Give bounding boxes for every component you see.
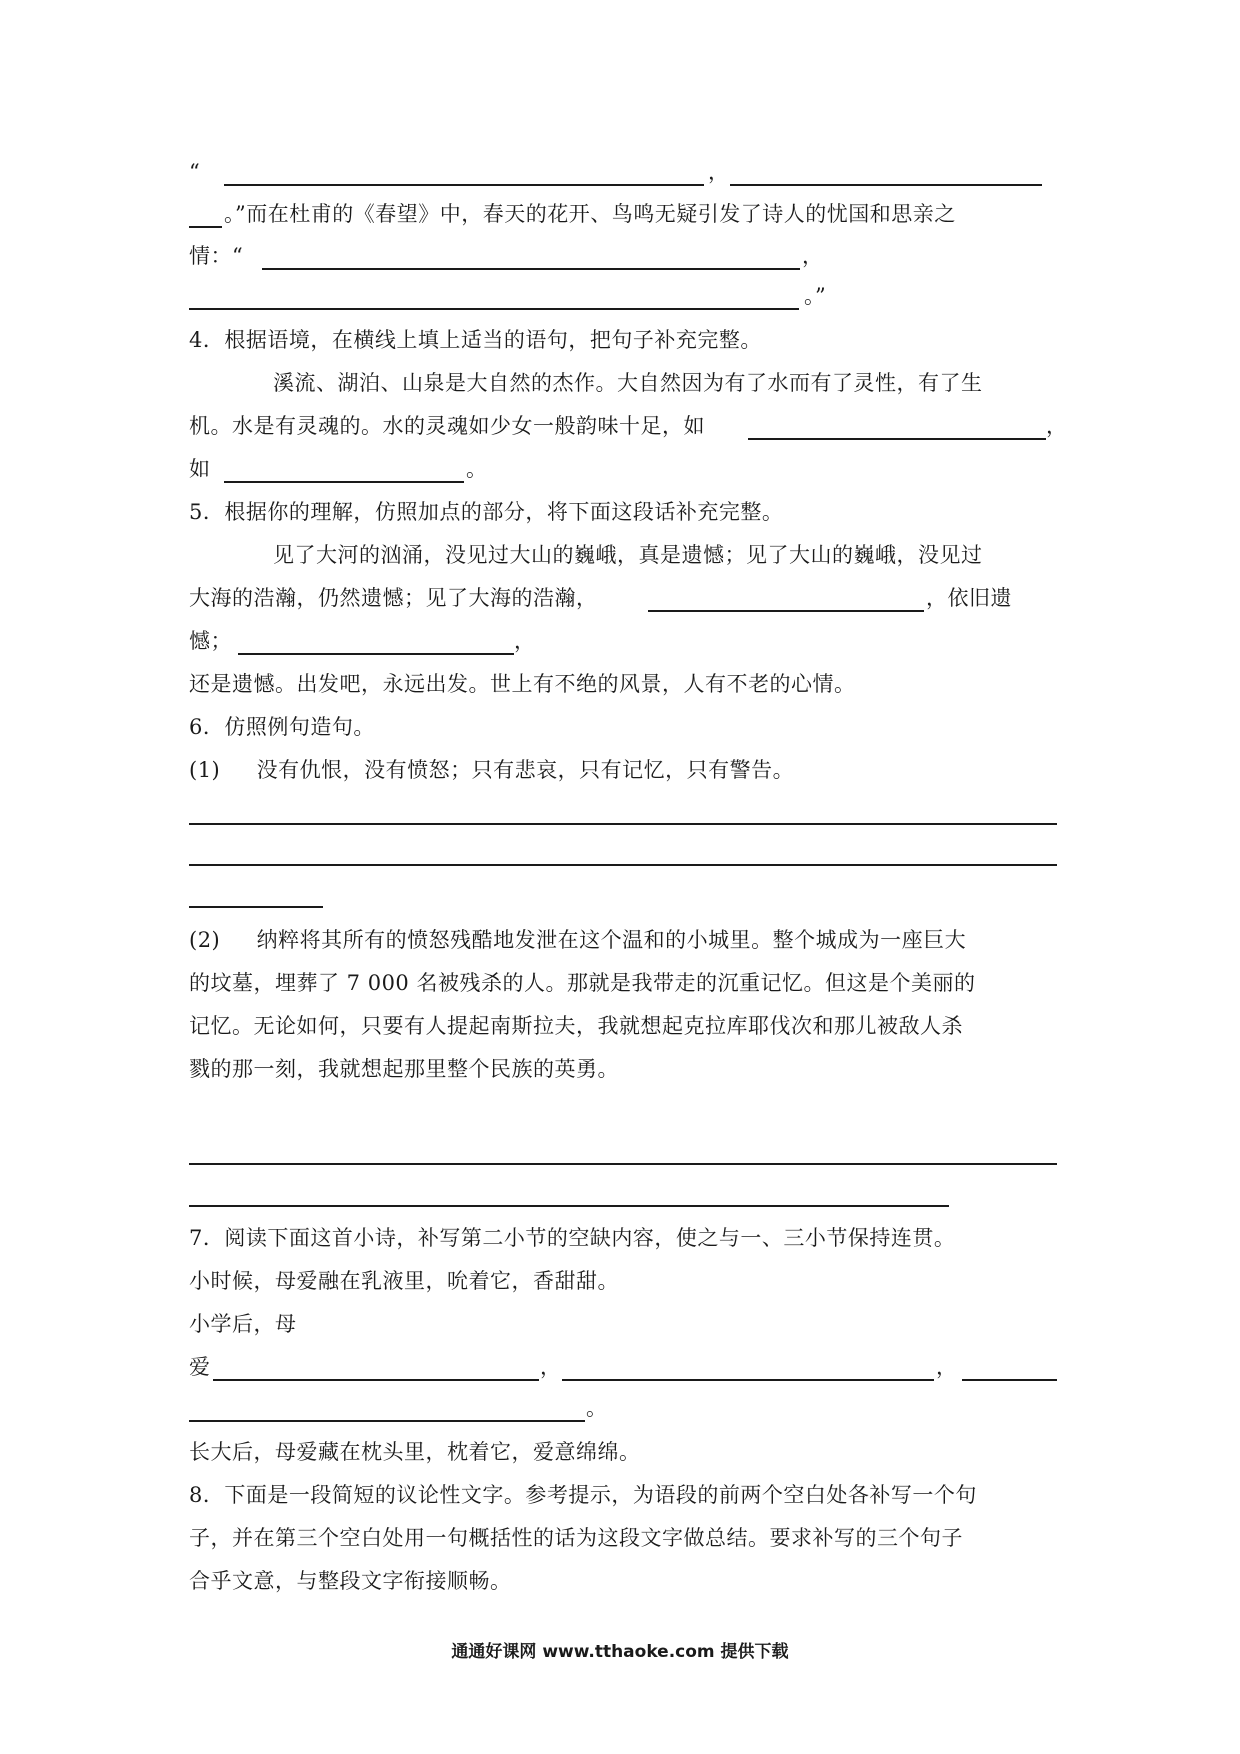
answer-blank — [224, 481, 464, 483]
q6-example-1-text: 没有仇恨，没有愤怒；只有悲哀，只有记忆，只有警告。 — [256, 758, 795, 782]
q3-line-4-end: 。” — [804, 284, 827, 308]
q8-line-1: 8．下面是一段简短的议论性文字。参考提示，为语段的前两个空白处各补写一个句 — [189, 1483, 977, 1507]
answer-line — [189, 906, 323, 908]
q4-para-line-2-end-text: ， — [1046, 414, 1068, 438]
q7-poem-line-1: 小时候，母爱融在乳液里，吮着它，香甜甜。 — [189, 1269, 619, 1293]
q4-para-line-3-end-text: 。 — [466, 457, 488, 481]
answer-blank — [748, 438, 1046, 440]
q5-para-line-1-text: 见了大河的汹涌，没见过大山的巍峨，真是遗憾；见了大山的巍峨，没见过 — [273, 543, 983, 567]
answer-line — [189, 1205, 949, 1207]
q7-poem-line-5: 长大后，母爱藏在枕头里，枕着它，爱意绵绵。 — [189, 1440, 641, 1464]
q7-comma-2 — [936, 1353, 958, 1381]
q6-example-2-number: (2) — [189, 928, 221, 952]
q3-line-3-text: 情：“ — [189, 244, 244, 268]
q5-para-line-3 — [189, 627, 232, 655]
q4-para-line-3 — [189, 455, 211, 483]
q5-para-line-2-end-text: ，依旧遗 — [926, 586, 1012, 610]
q5-para-line-2-end — [926, 584, 1012, 612]
q6-example-2-line-4: 戮的那一刻，我就想起那里整个民族的英勇。 — [189, 1057, 619, 1081]
q4-para-line-2 — [189, 412, 705, 440]
q6-example-2-line-1-text: 纳粹将其所有的愤怒残酷地发泄在这个温和的小城里。整个城成为一座巨大 — [256, 928, 967, 952]
q5-para-line-2-text: 大海的浩瀚，仍然遗憾；见了大海的浩瀚， — [189, 586, 598, 610]
q3-comma-2-text: ， — [802, 244, 824, 268]
q4-para-line-2-text: 机。水是有灵魂的。水的灵魂如少女一般韵味十足，如 — [189, 414, 705, 438]
answer-blank — [962, 1379, 1057, 1381]
answer-blank — [189, 308, 799, 310]
q7-poem-line-3-text: 爱 — [189, 1355, 211, 1379]
q3-open-quote: “ — [189, 160, 201, 184]
q3-line-2-text: 。”而在杜甫的《春望》中，春天的花开、鸟鸣无疑引发了诗人的忧国和思亲之 — [224, 202, 956, 226]
q5-title: 5．根据你的理解，仿照加点的部分，将下面这段话补充完整。 — [189, 500, 784, 524]
q7-comma-2-text: ， — [936, 1355, 958, 1379]
q4-para-line-1 — [189, 369, 983, 397]
q7-title: 7．阅读下面这首小诗，补写第二小节的空缺内容，使之与一、三小节保持连贯。 — [189, 1226, 956, 1250]
answer-blank — [189, 1420, 585, 1422]
q5-para-line-4: 还是遗憾。出发吧，永远出发。世上有不绝的风景，人有不老的心情。 — [189, 672, 856, 696]
q3-line-3 — [189, 242, 243, 270]
q4-para-line-3-end — [466, 455, 488, 483]
answer-line — [189, 823, 1057, 825]
q4-para-line-3-text: 如 — [189, 457, 211, 481]
page-footer: 通通好课网 www.tthaoke.com 提供下载 — [451, 1642, 789, 1662]
answer-blank — [262, 268, 800, 270]
q5-para-line-3-end-text: ， — [514, 629, 536, 653]
q7-poem-line-3 — [189, 1353, 211, 1381]
answer-blank — [238, 653, 514, 655]
answer-line — [189, 1163, 1057, 1165]
q5-para-line-1 — [189, 541, 983, 569]
q3-line-1 — [189, 158, 200, 186]
q4-para-line-2-end — [1046, 412, 1068, 440]
answer-blank — [562, 1379, 934, 1381]
q7-poem-line-4-end-text: 。 — [586, 1396, 608, 1420]
q4-para-line-1-text: 溪流、湖泊、山泉是大自然的杰作。大自然因为有了水而有了灵性，有了生 — [273, 371, 983, 395]
q6-title: 6．仿照例句造句。 — [189, 715, 375, 739]
q5-para-line-2 — [189, 584, 598, 612]
answer-blank — [648, 610, 924, 612]
q7-poem-line-4-end — [586, 1394, 608, 1422]
q5-para-line-3-text: 憾； — [189, 629, 232, 653]
answer-blank — [730, 184, 1042, 186]
answer-blank — [224, 184, 704, 186]
q3-comma-1 — [708, 158, 730, 186]
q7-comma-1-text: ， — [540, 1355, 562, 1379]
q8-line-3: 合乎文意，与整段文字衔接顺畅。 — [189, 1569, 512, 1593]
q7-poem-line-2: 小学后，母 — [189, 1312, 297, 1336]
q7-comma-1 — [540, 1353, 562, 1381]
answer-line — [189, 864, 1057, 866]
q6-example-2-line-3: 记忆。无论如何，只要有人提起南斯拉夫，我就想起克拉库耶伐次和那儿被敌人杀 — [189, 1014, 963, 1038]
q6-example-1-number: (1) — [189, 758, 221, 782]
answer-blank — [189, 226, 222, 228]
q3-line-4 — [804, 282, 826, 310]
q3-comma-1-text: ， — [708, 160, 730, 184]
q3-line-2 — [224, 200, 956, 228]
q3-comma-2 — [802, 242, 824, 270]
q6-example-1 — [189, 756, 794, 784]
q6-example-2-line-2: 的坟墓，埋葬了 7 000 名被残杀的人。那就是我带走的沉重记忆。但这是个美丽的 — [189, 971, 976, 995]
q8-line-2: 子，并在第三个空白处用一句概括性的话为这段文字做总结。要求补写的三个句子 — [189, 1526, 963, 1550]
q4-title: 4．根据语境，在横线上填上适当的语句，把句子补充完整。 — [189, 328, 762, 352]
answer-blank — [213, 1379, 539, 1381]
q6-example-2-line-1 — [189, 926, 966, 954]
q5-para-line-3-end — [514, 627, 536, 655]
